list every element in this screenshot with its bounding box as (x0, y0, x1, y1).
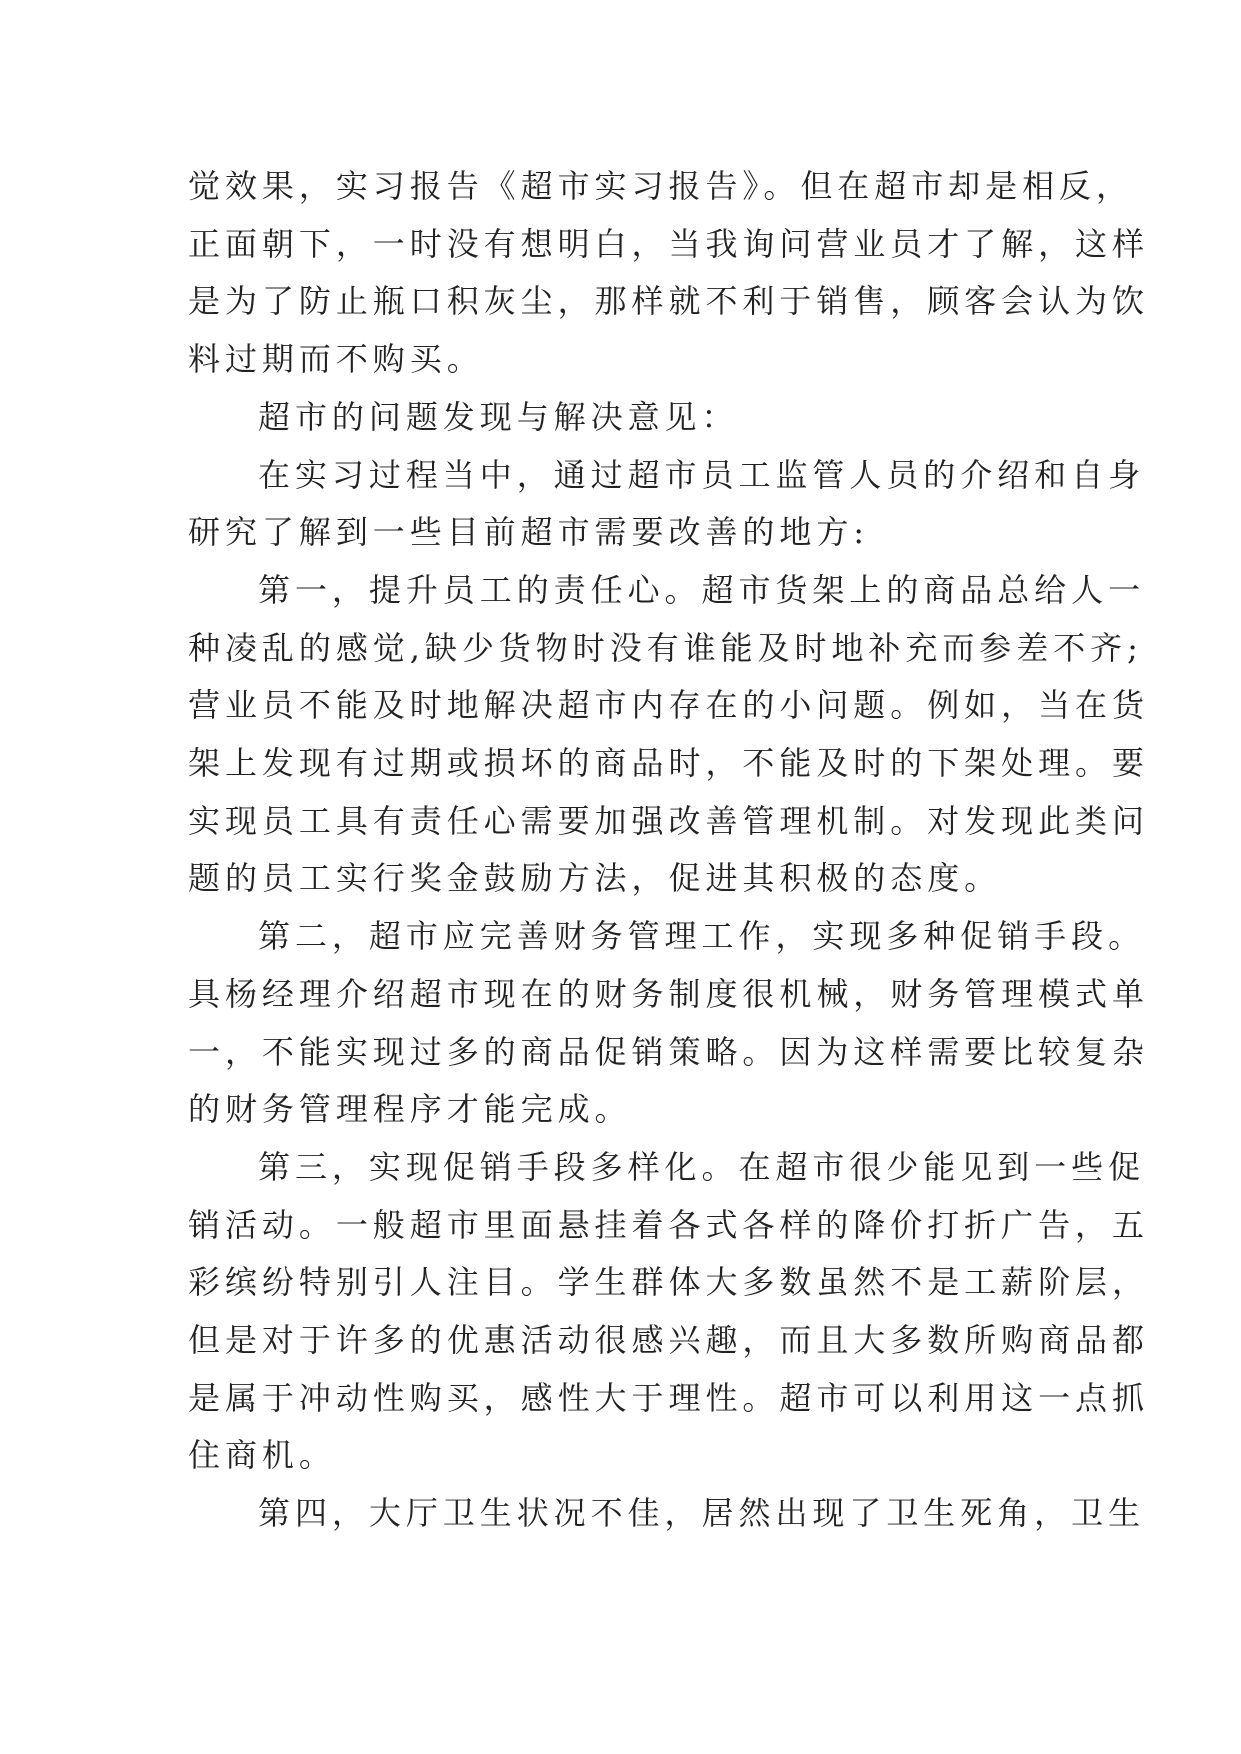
paragraph-4 (188, 562, 1149, 908)
text-line: 的财务管理程序才能完成。 (188, 1090, 632, 1129)
text-line: 料过期而不购买。 (188, 340, 484, 379)
text-line: 题的员工实行奖金鼓励方法，促进其积极的态度。 (188, 859, 1002, 898)
text-line: 研究了解到一些目前超市需要改善的地方: (188, 513, 870, 552)
text-line: 彩缤纷特别引人注目。学生群体大多数虽然不是工薪阶层， (188, 1263, 1149, 1302)
text-line: 第二，超市应完善财务管理工作，实现多种促销手段。 (258, 917, 1146, 956)
text-line: 架上发现有过期或损坏的商品时，不能及时的下架处理。要 (188, 744, 1149, 783)
text-line: 在实习过程当中，通过超市员工监管人员的介绍和自身 (258, 455, 1146, 494)
document-body (188, 158, 1149, 1543)
text-line: 是为了防止瓶口积灰尘，那样就不利于销售，顾客会认为饮 (188, 282, 1149, 321)
text-line: 一，不能实现过多的商品促销策略。因为这样需要比较复杂 (188, 1032, 1149, 1071)
text-line: 觉效果，实习报告《超市实习报告》。但在超市却是相反， (188, 167, 1133, 205)
text-line: 但是对于许多的优惠活动很感兴趣，而且大多数所购商品都 (188, 1321, 1149, 1360)
text-line: 第三，实现促销手段多样化。在超市很少能见到一些促 (258, 1147, 1146, 1186)
text-line: 超市的问题发现与解决意见： (258, 397, 739, 436)
text-line: 第四，大厅卫生状况不佳，居然出现了卫生死角，卫生 (258, 1494, 1146, 1533)
text-line: 营业员不能及时地解决超市内存在的小问题。例如，当在货 (188, 686, 1149, 725)
text-line: 实现员工具有责任心需要加强改善管理机制。对发现此类问 (188, 801, 1149, 840)
text-line: 是属于冲动性购买，感性大于理性。超市可以利用这一点抓 (188, 1378, 1149, 1417)
text-line: 种凌乱的感觉,缺少货物时没有谁能及时地补充而参差不齐; (188, 628, 1143, 667)
paragraph-6 (188, 1139, 1149, 1485)
text-line: 正面朝下，一时没有想明白，当我询问营业员才了解，这样 (188, 224, 1149, 263)
paragraph-5 (188, 908, 1149, 1139)
paragraph-2-heading (188, 389, 1068, 447)
paragraph-3 (188, 447, 1146, 562)
text-line: 具杨经理介绍超市现在的财务制度很机械，财务管理模式单 (188, 974, 1149, 1013)
text-line: 销活动。一般超市里面悬挂着各式各样的降价打折广告，五 (188, 1205, 1149, 1244)
paragraph-1 (188, 158, 1149, 389)
text-line: 第一，提升员工的责任心。超市货架上的商品总给人一 (258, 570, 1146, 609)
text-line: 住商机。 (188, 1436, 336, 1475)
paragraph-7 (188, 1485, 1146, 1543)
